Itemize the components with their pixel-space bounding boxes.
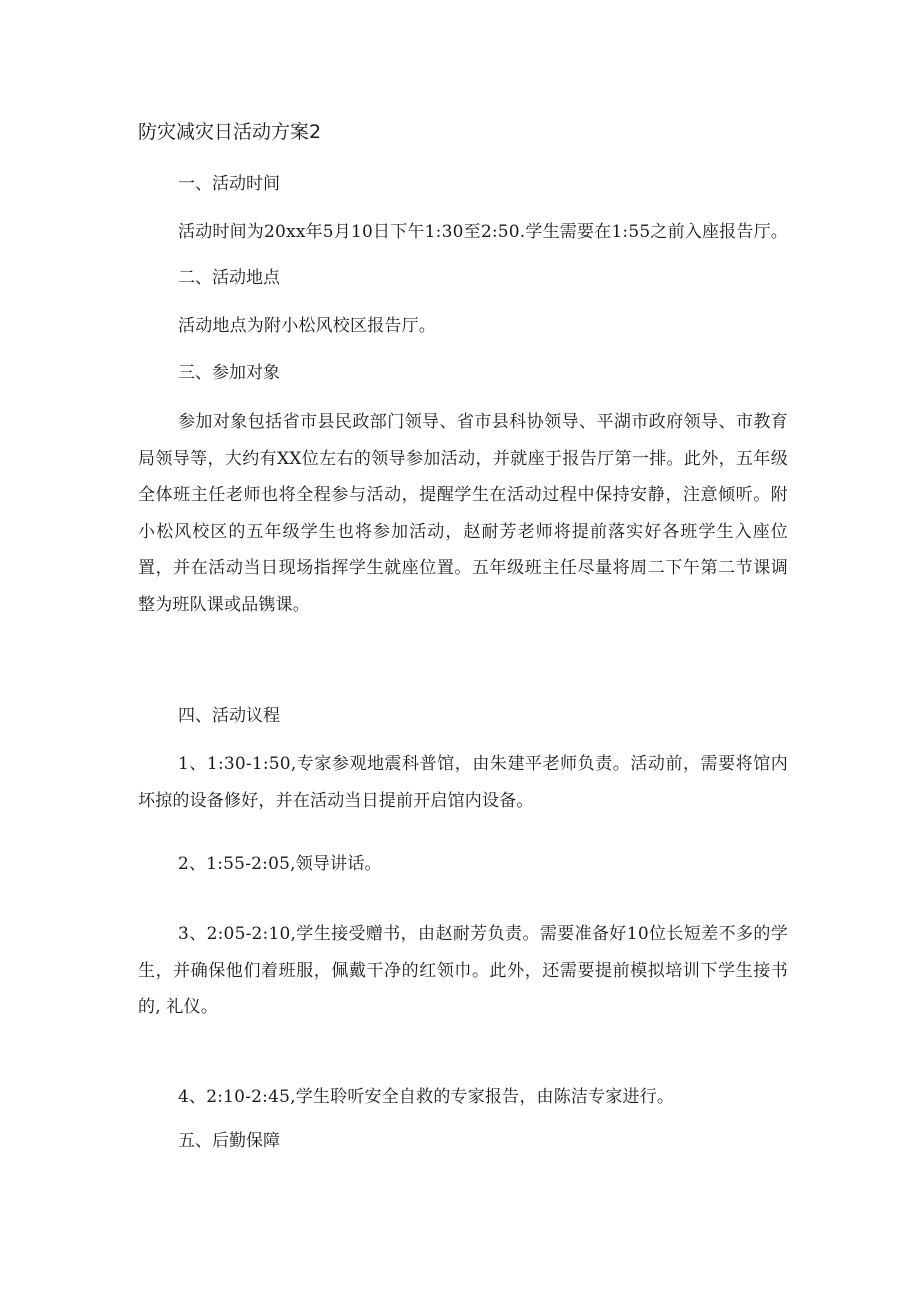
location-paragraph: 活动地点为附小松风校区报告厅。 [178, 316, 436, 336]
section-heading-location: 二、活动地点 [178, 268, 280, 288]
time-paragraph: 活动时间为20xx年5月10日下午1:30至2:50.学生需要在1:55之前入座报告厅。 [178, 222, 788, 242]
document-title: 防灾减灾日活动方案2 [138, 121, 322, 143]
agenda-item-4: 4、2:10-2:45,学生聆听安全自救的专家报告，由陈洁专家进行。 [178, 1087, 675, 1107]
participants-paragraph: 参加对象包括省市县民政部门领导、省市县科协领导、平湖市政府领导、市教育局领导等，大约有XX位左右的领导参加活动，并就座于报告厅第一排。此外，五年级全体班主任老师也将全程参与活动，提醒学生在活动过程中保持安静，注意倾听。附小松风校区的五年级学生也将参加活动，赵耐芳老师将提前落实好各班学生入座位置，并在活动当日现场指挥学生就座位置。五年级班主任尽量将周二下午第二节课调整为班队课或品镌课。 [138, 412, 788, 615]
agenda-item-2: 2、1:55-2:05,领导讲话。 [178, 854, 382, 874]
agenda-item-1: 1、1:30-1:50,专家参观地震科普馆，由朱建平老师负责。活动前，需要将馆内坏掠的设备修好，并在活动当日提前开启馆内设备。 [138, 754, 788, 811]
section-heading-time: 一、活动时间 [178, 174, 280, 194]
agenda-item-3: 3、2:05-2:10,学生接受赠书，由赵耐芳负责。需要准备好10位长短差不多的学生，并确保他们着班服，佩戴干净的红领巾。此外，还需要提前模拟培训下学生接书的, 礼仪。 [138, 924, 788, 1017]
section-heading-logistics: 五、后勤保障 [178, 1131, 280, 1151]
section-heading-agenda: 四、活动议程 [178, 706, 280, 726]
section-heading-participants: 三、参加对象 [178, 363, 280, 383]
